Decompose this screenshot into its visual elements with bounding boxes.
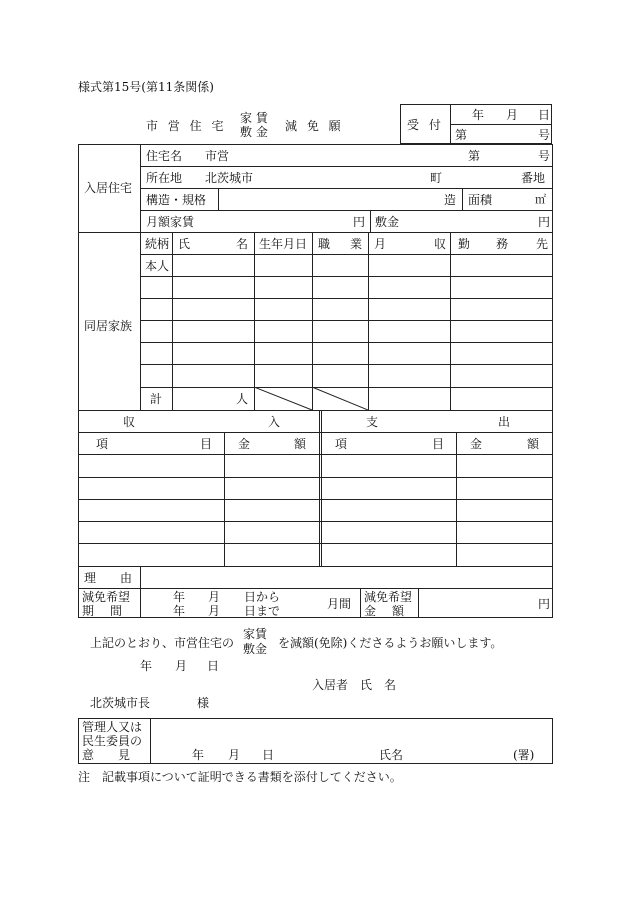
residence-area-unit: ㎡ (535, 193, 546, 206)
opinion-date-month: 月 (228, 748, 241, 762)
family-header-name-1: 氏 (178, 237, 191, 251)
family-header-work-1: 勤 (458, 237, 471, 251)
residence-rent-label: 月額家賃 (146, 215, 195, 229)
opinion-label-1: 管理人又は (82, 720, 143, 734)
period-label-top: 減免希望 (82, 590, 131, 604)
request-stack-top: 家賃 (243, 627, 268, 641)
expense-item-2: 目 (432, 437, 445, 451)
expense-item-1: 項 (335, 437, 348, 451)
total-row-diagonals (254, 387, 368, 410)
period-from-month: 月 (208, 590, 221, 604)
residence-address-town: 町 (430, 171, 443, 185)
period-to-day: 日まで (244, 604, 281, 618)
residence-structure-suffix: 造 (444, 193, 457, 207)
addressee-honorific: 様 (197, 696, 210, 710)
request-text-post: を減額(免除)くださるようお願いします。 (278, 636, 503, 650)
receipt-year: 年 (472, 108, 485, 122)
expense-label-1: 支 (366, 415, 379, 429)
family-header-relation: 続柄 (145, 237, 170, 251)
residence-deposit-label: 敷金 (375, 215, 400, 229)
period-from-day: 日から (244, 590, 281, 604)
request-date-day: 日 (207, 659, 220, 673)
family-header-job-2: 業 (350, 237, 363, 251)
amount-label-bottom: 金 額 (364, 604, 407, 618)
title-post: 減 免 願 (285, 119, 344, 133)
residence-no-suffix: 号 (538, 149, 551, 163)
family-header-work-2: 務 (496, 237, 509, 251)
title-stack-top: 家 賃 (240, 111, 268, 125)
request-text-pre: 上記のとおり、市営住宅の (90, 636, 235, 650)
opinion-date-year: 年 (192, 748, 205, 762)
opinion-label-3: 意 見 (82, 748, 131, 762)
family-section-label: 同居家族 (84, 319, 133, 333)
request-date-month: 月 (175, 659, 188, 673)
period-to-month: 月 (208, 604, 221, 618)
residence-address-label: 所在地 (146, 171, 183, 185)
form-number: 様式第15号(第11条関係) (78, 80, 214, 94)
amount-label-top: 減免希望 (364, 590, 413, 604)
period-to-year: 年 (173, 604, 186, 618)
title-stack-bottom: 敷 金 (240, 125, 268, 139)
residence-area-label: 面積 (468, 193, 493, 207)
period-label-bottom: 期 間 (82, 604, 125, 618)
income-amount-2: 額 (294, 437, 307, 451)
amount-unit: 円 (538, 597, 551, 611)
opinion-seal-label: (署) (513, 748, 535, 762)
request-date-year: 年 (140, 659, 153, 673)
family-header-income-2: 収 (434, 237, 447, 251)
addressee: 北茨城市長 (90, 696, 151, 710)
family-header-work-3: 先 (536, 237, 549, 251)
income-label-1: 収 (123, 415, 136, 429)
family-total-unit: 人 (236, 392, 249, 406)
residence-name-label: 住宅名 (146, 149, 183, 163)
receipt-no-suffix: 号 (538, 128, 551, 142)
expense-label-2: 出 (498, 415, 511, 429)
family-header-job-1: 職 (318, 237, 331, 251)
residence-name-prefix: 市営 (205, 149, 230, 163)
applicant-label: 入居者 氏 名 (312, 678, 397, 692)
income-item-2: 目 (200, 437, 213, 451)
expense-amount-1: 金 (470, 437, 483, 451)
receipt-month: 月 (506, 108, 519, 122)
residence-section-label: 入居住宅 (84, 181, 133, 195)
receipt-day: 日 (538, 108, 551, 122)
opinion-date-day: 日 (262, 748, 275, 762)
income-amount-1: 金 (238, 437, 251, 451)
income-label-2: 入 (268, 415, 281, 429)
request-stack-bottom: 敷金 (243, 642, 268, 656)
family-header-name-2: 名 (236, 237, 249, 251)
residence-structure-label: 構造・規格 (146, 193, 207, 207)
residence-address-banchi: 番地 (521, 171, 546, 185)
receipt-no-prefix: 第 (455, 128, 468, 142)
family-total-label: 計 (150, 392, 163, 406)
period-from-year: 年 (173, 590, 186, 604)
family-header-income-1: 月 (374, 237, 387, 251)
receipt-label: 受 付 (407, 118, 444, 132)
residence-no-prefix: 第 (468, 149, 481, 163)
residence-rent-unit: 円 (353, 215, 366, 229)
opinion-label-2: 民生委員の (82, 734, 143, 748)
expense-amount-2: 額 (527, 437, 540, 451)
residence-deposit-unit: 円 (538, 215, 551, 229)
family-row-self: 本人 (145, 259, 170, 273)
income-item-1: 項 (96, 437, 109, 451)
footnote: 注 記載事項について証明できる書類を添付してください。 (78, 770, 402, 784)
residence-address-city: 北茨城市 (205, 171, 254, 185)
title-pre: 市 営 住 宅 (146, 119, 227, 133)
reason-label: 理 由 (84, 571, 139, 585)
period-months-label: 月間 (327, 597, 352, 611)
family-header-birthdate: 生年月日 (259, 237, 308, 251)
opinion-name-label: 氏名 (379, 748, 404, 762)
